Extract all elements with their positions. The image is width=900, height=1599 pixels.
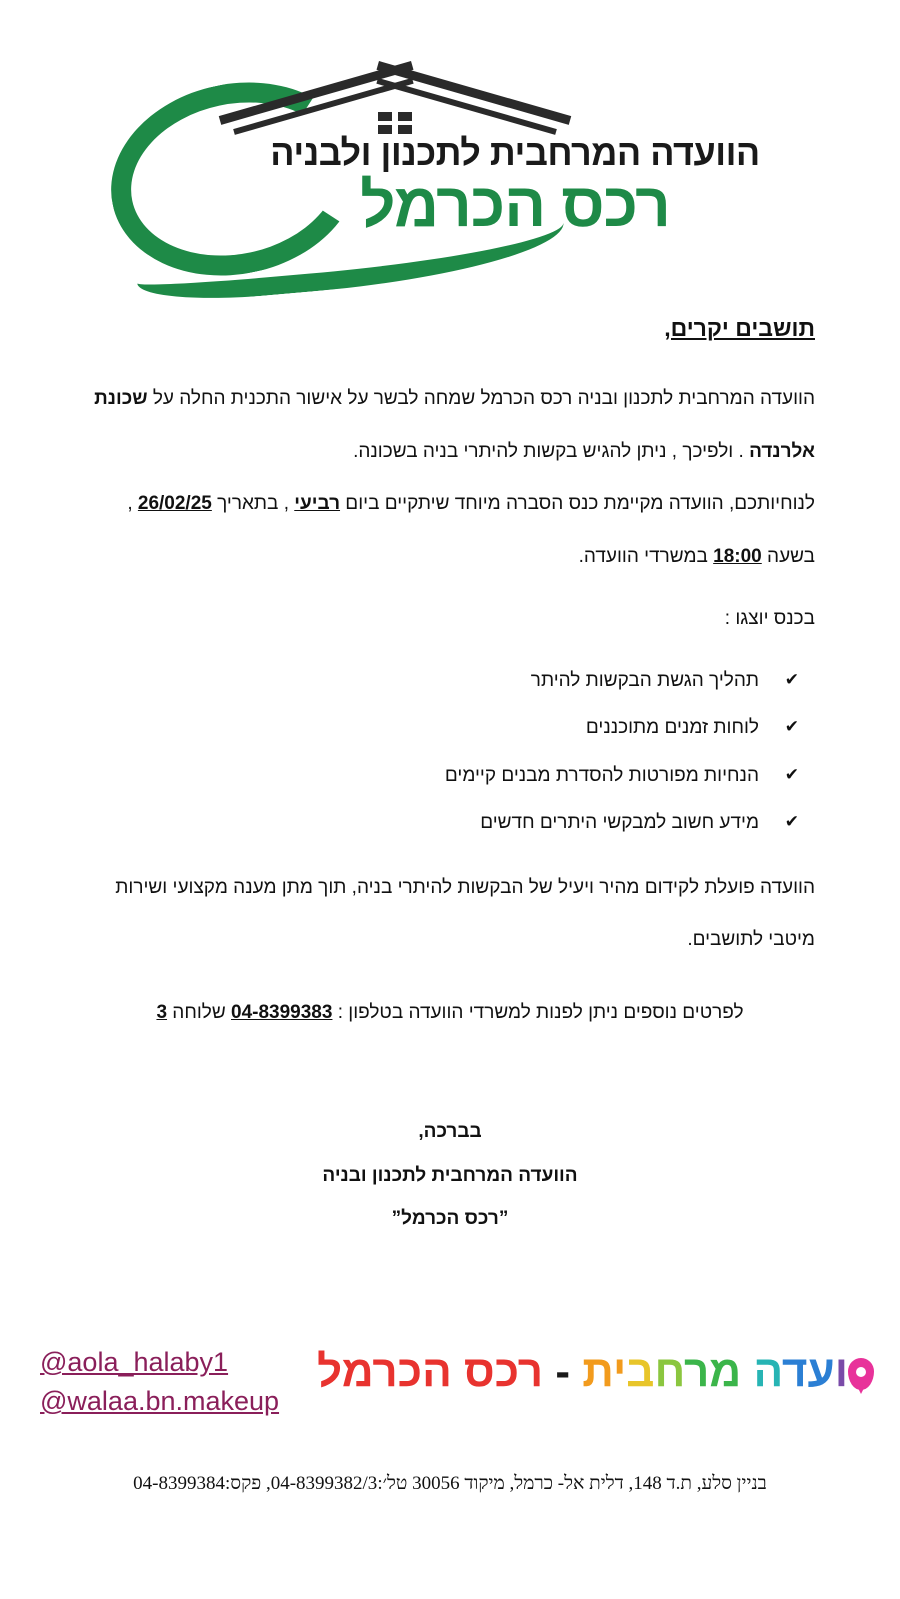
event-day: רביעי xyxy=(294,493,341,515)
contact-text-a: לפרטים נוספים ניתן לפנות למשרדי הוועדה בטלפון : xyxy=(332,1001,744,1023)
paragraph-event xyxy=(85,481,815,528)
paragraph-event-text-b: , בתאריך xyxy=(211,493,295,515)
neighborhood-name-bold: אלרנדה xyxy=(749,440,815,462)
agenda-list xyxy=(85,657,815,847)
contact-line xyxy=(85,1002,815,1024)
list-item: ✔ לוחות זמנים מתוכננים xyxy=(85,704,815,752)
footer-address: בניין סלע, ת.ד 148, דלית אל- כרמל, מיקוד 30056 טל׳:04-8399382/3, פקס:04-8399384 xyxy=(133,1473,767,1494)
logo-brand-name: רכס הכרמל xyxy=(360,171,670,240)
footer-brand xyxy=(317,1347,880,1397)
list-item: ✔ תהליך הגשת הבקשות להיתר xyxy=(85,657,815,705)
paragraph-closing-1: הוועדה פועלת לקידום מהיר ויעיל של הבקשות להיתרי בניה, תוך מתן מענה מקצועי ושירות xyxy=(115,876,815,898)
paragraph-event-text-a: לנוחיותכם, הוועדה מקיימת כנס הסברה מיוחד שיתקיים ביום xyxy=(340,493,815,515)
paragraph-announcement-text-b: . ולפיכך , ניתן להגיש בקשות להיתרי בניה בשכונה. xyxy=(353,440,750,462)
contact-phone[interactable]: 04-8399383 xyxy=(231,1001,333,1023)
facebook-handle[interactable]: @walaa.bn.makeup xyxy=(40,1386,280,1417)
contact-extension: 3 xyxy=(156,1001,168,1023)
paragraph-announcement-cont xyxy=(85,429,815,476)
instagram-handle[interactable]: @aola_halaby1 xyxy=(40,1347,229,1377)
social-links xyxy=(40,1343,279,1421)
signature-committee: הוועדה המרחבית לתכנון ובניה xyxy=(322,1164,578,1186)
letter-body xyxy=(85,315,815,1241)
list-item: ✔ הנחיות מפורטות להסדרת מבנים קיימים xyxy=(85,752,815,800)
paragraph-announcement-text-a: הוועדה המרחבית לתכנון ובניה רכס הכרמל שמחה לבשר על אישור התכנית החלה על xyxy=(147,388,815,409)
paragraph-time xyxy=(85,534,815,581)
contact-text-b: שלוחה xyxy=(167,1001,232,1023)
signature-regards: בברכה, xyxy=(418,1120,482,1142)
paragraph-event-text-c: , xyxy=(127,493,138,515)
letter-footer xyxy=(0,1325,900,1599)
event-time: 18:00 xyxy=(713,545,762,567)
event-date: 26/02/25 xyxy=(137,493,212,515)
house-roof-icon xyxy=(220,70,570,140)
paragraph-time-text-a: בשעה xyxy=(761,545,815,567)
paragraph-closing-2: מיטבי לתושבים. xyxy=(687,929,815,951)
paragraph-time-text-b: במשרדי הוועדה. xyxy=(578,545,714,567)
footer-brand-text: ועדה מרחבית - רכס הכרמל xyxy=(317,1347,848,1396)
list-item: ✔ מידע חשוב למבקשי היתרים חדשים xyxy=(85,799,815,847)
neighborhood-label-bold: שכונת xyxy=(94,388,148,409)
location-pin-icon xyxy=(848,1358,874,1390)
signature-brand: ”רכס הכרמל” xyxy=(391,1208,509,1230)
logo-committee-name: הוועדה המרחבית לתכנון ולבניה xyxy=(270,132,760,173)
letter-greeting: תושבים יקרים, xyxy=(664,315,815,341)
paragraph-agenda-intro: בכנס יוצגו : xyxy=(724,608,815,630)
letterhead-logo xyxy=(0,60,900,250)
paragraph-announcement xyxy=(85,376,815,423)
signature-block xyxy=(85,1110,815,1241)
